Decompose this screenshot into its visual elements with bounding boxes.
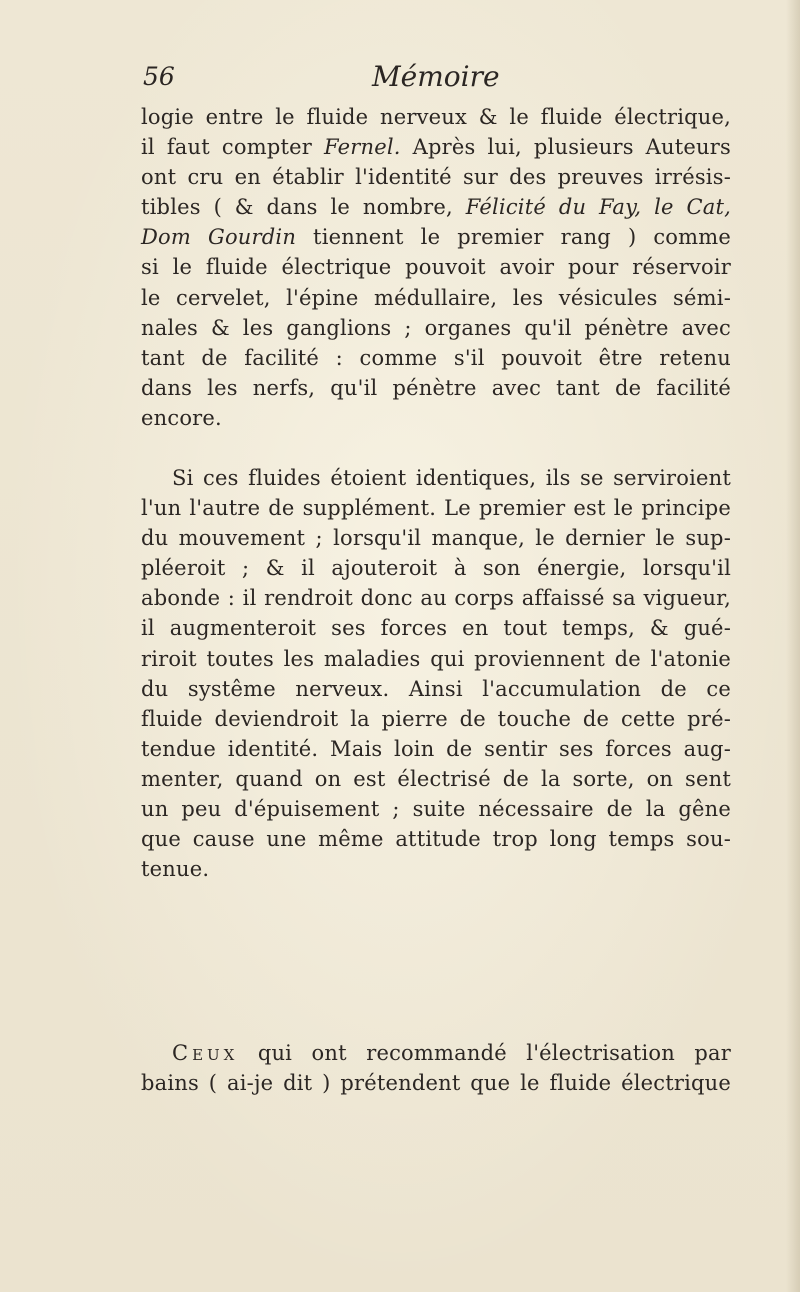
text-run: qui ont recommandé l'électrisation par (257, 1041, 731, 1065)
text-line: ont cru en établir l'identité sur des preuves irrésis- (141, 165, 731, 190)
text-line (141, 222, 731, 252)
page-number: 56 (143, 62, 175, 91)
text-line: menter, quand on est électrisé de la sorte, on sent (141, 766, 731, 791)
text-line: bains ( ai-je dit ) prétendent que le fluide électrique (141, 1071, 731, 1096)
text-line: dans les nerfs, qu'il pénètre avec tant de facilité (141, 375, 731, 400)
running-title: Mémoire (372, 60, 500, 93)
text-line: du systême nerveux. Ainsi l'accumulation de ce (141, 676, 731, 701)
paragraph-2 (141, 463, 731, 884)
text-line: Si ces fluides étoient identiques, ils se serviroient (172, 466, 731, 490)
running-head (0, 60, 800, 100)
author-name: Félicité du Fay, le Cat, (465, 195, 732, 220)
text-line: nales & les ganglions ; organes qu'il pénètre avec (141, 315, 731, 340)
text-line: le cervelet, l'épine médullaire, les vésicules sémi- (141, 285, 731, 310)
text-line: riroit toutes les maladies qui proviennent de l'atonie (141, 646, 731, 671)
text-line: si le fluide électrique pouvoit avoir pour réservoir (141, 255, 731, 280)
author-name: Fernel. (323, 135, 401, 160)
text-run: Après lui, plusieurs Auteurs (400, 135, 731, 160)
paragraph-1 (141, 102, 731, 433)
text-line: logie entre le fluide nerveux & le fluide électrique, (141, 105, 731, 129)
text-line: il augmenteroit ses forces en tout temps, & gué- (141, 616, 731, 641)
text-line: abonde : il rendroit donc au corps affaissé sa vigueur, (141, 586, 731, 611)
text-line: du mouvement ; lorsqu'il manque, le dernier le sup- (141, 526, 731, 551)
text-line (141, 132, 731, 162)
paragraph-3 (141, 1038, 731, 1098)
lead-word: Ceux (172, 1041, 239, 1065)
text-run: tibles ( & dans le nombre, (141, 195, 466, 220)
text-run: tiennent le premier rang ) comme (296, 225, 732, 250)
text-line: un peu d'épuisement ; suite nécessaire de la gêne (141, 797, 731, 822)
text-line (141, 1038, 731, 1068)
text-run: il faut compter (141, 135, 324, 160)
text-line: tendue identité. Mais loin de sentir ses forces aug- (141, 736, 731, 761)
author-name: Dom Gourdin (141, 225, 297, 250)
text-line: tenue. (141, 857, 210, 882)
text-line (141, 192, 731, 222)
page-edge-shadow (786, 0, 800, 1292)
text-line: encore. (141, 405, 222, 430)
text-line: l'un l'autre de supplément. Le premier est le principe (141, 496, 731, 521)
text-line: pléeroit ; & il ajouteroit à son énergie, lorsqu'il (141, 556, 731, 581)
text-line: tant de facilité : comme s'il pouvoit être retenu (141, 345, 731, 370)
text-line: fluide deviendroit la pierre de touche de cette pré- (141, 706, 731, 731)
text-line: que cause une même attitude trop long temps sou- (141, 827, 731, 852)
